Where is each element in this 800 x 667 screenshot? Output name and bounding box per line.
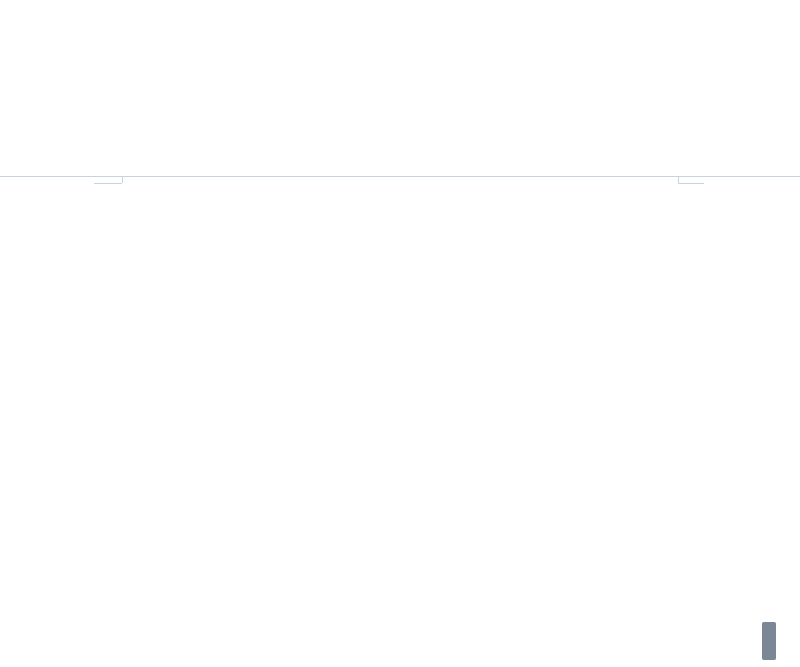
divider-tick-right-h (678, 183, 704, 184)
divider-tick-left-h (94, 183, 122, 184)
section-divider (0, 176, 800, 177)
divider-tick-left (122, 176, 123, 183)
divider-tick-right (678, 176, 679, 183)
expand-button[interactable] (762, 622, 776, 660)
